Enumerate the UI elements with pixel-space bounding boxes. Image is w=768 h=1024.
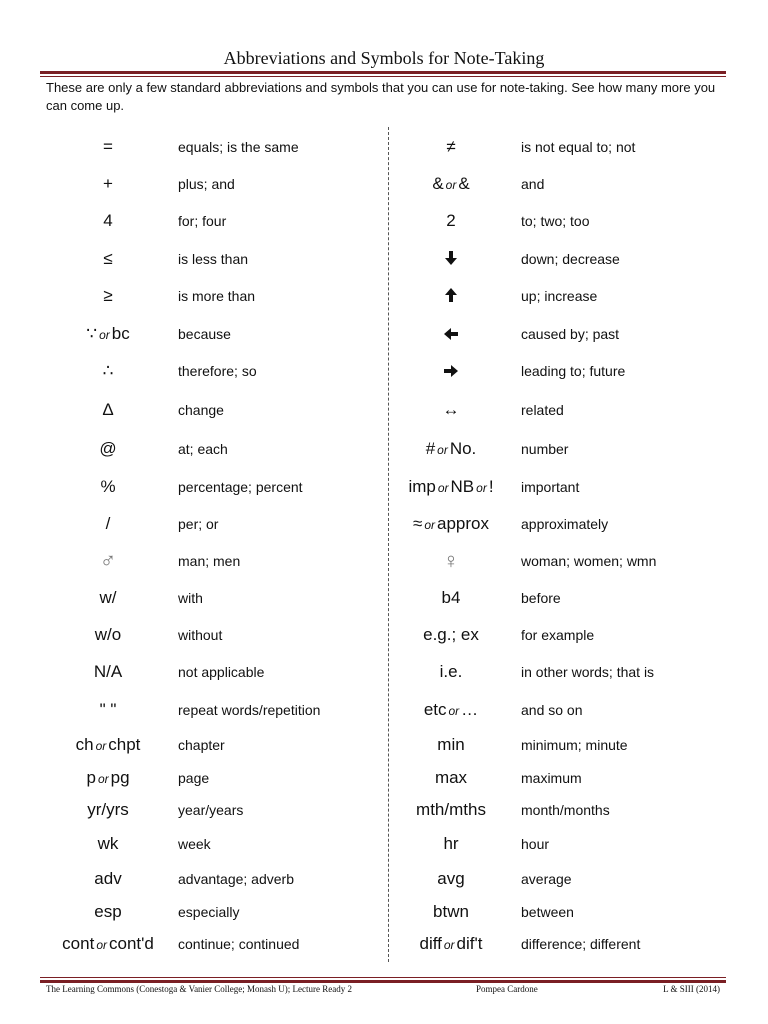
definition-text: percentage; percent [178,479,303,495]
symbol-row [390,355,730,387]
symbol-text: + [103,174,113,193]
or-text: or [448,704,460,718]
definition-text: without [178,627,223,643]
symbol-row [390,318,730,350]
symbol-text: wk [97,834,119,853]
symbol-row [40,243,385,275]
definition-text: number [521,441,569,457]
definition-text: maximum [521,770,582,786]
symbol-cell [40,762,176,794]
symbol-cell [40,828,176,860]
symbol-text: btwn [433,902,469,921]
symbol-cell [40,243,176,275]
page-title: Abbreviations and Symbols for Note-Taking [223,48,545,68]
symbol-cell [390,619,512,651]
symbol-cell [40,394,176,426]
symbol-cell [390,168,512,200]
definition-text: year/years [178,802,244,818]
symbol-text: max [434,768,468,787]
or-text: or [95,739,107,753]
symbol-cell [390,863,512,895]
symbol-row [40,545,385,577]
definition-text: week [178,836,211,852]
symbol-text: ∴ [102,361,114,380]
definition-text: is less than [178,251,249,267]
symbol-text: hr [443,834,459,853]
symbol-cell [40,318,176,350]
symbol-row [390,131,730,163]
symbol-cell [390,794,512,826]
symbol-cell [40,863,176,895]
symbol-row [40,168,385,200]
arrow-left-icon [444,319,458,351]
symbol-text: esp [94,902,122,921]
definition-text: advantage; adverb [178,871,294,887]
symbol-text: ↔ [442,400,460,419]
definition-text: up; increase [521,288,598,304]
symbol-cell [390,433,512,465]
symbol-cell [40,694,176,726]
symbol-row [40,896,385,928]
symbol-row [390,394,730,426]
symbol-text: w/o [94,625,122,644]
symbol-text: w/ [99,588,117,607]
symbol-row [40,433,385,465]
arrow-right-icon [444,356,458,388]
symbol-text: adv [94,869,122,888]
definition-text: therefore; so [178,363,257,379]
symbol-cell [40,131,176,163]
symbol-row [40,131,385,163]
symbol-text: cont [62,934,95,953]
symbol-cell [390,280,512,312]
symbol-cell [390,729,512,761]
symbol-row [40,928,385,960]
definition-text: at; each [178,441,228,457]
definition-text: is more than [178,288,256,304]
symbol-row [390,545,730,577]
symbol-text: & [432,174,444,193]
symbol-text: yr/yrs [87,800,129,819]
title-divider [40,71,726,77]
symbol-row [40,394,385,426]
symbol-alt-text: chpt [108,735,141,754]
symbol-text: 4 [103,211,113,230]
column-divider [388,127,389,962]
symbol-text: mth/mths [416,800,486,819]
symbol-text: ≈ [413,514,423,533]
symbol-row [40,318,385,350]
definition-text: hour [521,836,550,852]
symbol-row [40,762,385,794]
symbol-row [390,928,730,960]
symbol-cell [40,205,176,237]
symbol-row [390,694,730,726]
intro-text: These are only a few standard abbreviations and symbols that you can use for note-taking. See how many more you can come up. [46,80,716,113]
symbol-alt-text: pg [110,768,130,787]
definition-text: and [521,176,545,192]
symbol-cell [390,928,512,960]
symbol-alt-text: bc [111,324,130,343]
symbol-row [390,433,730,465]
footer-course: L & SIII (2014) [663,984,720,994]
symbol-row [40,794,385,826]
symbol-row [390,794,730,826]
symbol-text: b4 [441,588,461,607]
or-text: or [96,938,107,952]
symbol-cell [390,508,512,540]
definition-text: between [521,904,574,920]
or-text: or [424,518,436,532]
definition-text: for example [521,627,595,643]
symbol-text: avg [437,869,465,888]
symbol-text: 2 [446,211,456,230]
or-text: or [97,772,109,786]
symbol-text: = [103,137,113,156]
symbol-cell [40,355,176,387]
definition-text: continue; continued [178,936,300,952]
symbol-row [390,656,730,688]
or-text: or [437,443,448,457]
symbol-alt-text: ! [488,477,494,496]
symbol-cell [40,545,176,577]
symbol-text: ♂ [99,548,117,573]
symbol-alt-text: dif't [456,934,483,953]
symbol-text: @ [99,439,117,458]
symbol-cell [390,656,512,688]
symbol-row [40,863,385,895]
symbol-row [40,619,385,651]
symbol-row [40,205,385,237]
symbol-cell [390,828,512,860]
symbol-text: # [425,439,436,458]
symbol-cell [390,545,512,577]
symbol-cell [390,896,512,928]
symbol-text: i.e. [439,662,463,681]
arrow-down-icon [445,244,457,276]
symbol-text: ≥ [103,286,113,305]
arrow-up-icon [445,281,457,313]
symbol-row [40,355,385,387]
symbol-row [40,729,385,761]
symbol-row [390,762,730,794]
symbol-row [390,896,730,928]
symbol-cell [390,243,512,275]
symbol-row [390,508,730,540]
symbol-cell [390,318,512,350]
or-text: or [445,178,457,192]
symbol-text: imp [408,477,436,496]
symbol-row [40,582,385,614]
symbol-row [40,508,385,540]
symbol-row [390,280,730,312]
definition-text: caused by; past [521,326,620,342]
symbol-cell [390,394,512,426]
symbol-cell [390,131,512,163]
definition-text: because [178,326,231,342]
symbol-row [390,729,730,761]
symbol-text: min [437,735,465,754]
symbol-row [390,582,730,614]
symbol-cell [40,896,176,928]
symbol-cell [40,794,176,826]
footer [46,984,726,998]
definition-text: in other words; that is [521,664,655,680]
symbol-cell [40,582,176,614]
definition-text: for; four [178,213,227,229]
symbol-text: Δ [102,400,114,419]
symbol-alt-text: approx [437,514,489,533]
or-text: or [437,481,449,495]
symbol-row [390,619,730,651]
definition-text: page [178,770,210,786]
symbol-text: diff [419,934,442,953]
symbol-row [40,694,385,726]
definition-text: per; or [178,516,219,532]
definition-text: change [178,402,224,418]
symbol-alt-text: NB [450,477,475,496]
symbol-row [40,828,385,860]
definition-text: plus; and [178,176,235,192]
symbol-cell [40,928,176,960]
definition-text: minimum; minute [521,737,628,753]
symbol-text: / [105,514,111,533]
symbol-text: ch [75,735,94,754]
definition-text: approximately [521,516,609,532]
symbol-cell [390,762,512,794]
definition-text: is not equal to; not [521,139,636,155]
symbol-text: ≤ [103,249,113,268]
symbol-row [390,828,730,860]
definition-text: down; decrease [521,251,620,267]
definition-text: leading to; future [521,363,626,379]
symbol-row [390,168,730,200]
symbol-cell [40,729,176,761]
definition-text: not applicable [178,664,265,680]
symbol-row [40,471,385,503]
symbol-row [390,471,730,503]
or-text: or [476,481,487,495]
symbol-cell [390,694,512,726]
definition-text: man; men [178,553,241,569]
symbol-cell [390,355,512,387]
symbol-cell [40,433,176,465]
or-text: or [443,938,455,952]
symbol-alt-text: No. [449,439,477,458]
symbol-alt-text: … [461,700,479,719]
definition-text: difference; different [521,936,641,952]
symbol-row [390,205,730,237]
symbol-text: ♀ [442,548,460,573]
symbol-text: " " [99,700,117,719]
symbol-cell [40,656,176,688]
or-text: or [99,328,110,342]
symbol-alt-text: cont'd [108,934,154,953]
footer-divider [40,977,726,983]
symbol-alt-text: & [458,174,470,193]
symbol-cell [390,205,512,237]
definition-text: woman; women; wmn [521,553,657,569]
symbol-cell [390,582,512,614]
definition-text: to; two; too [521,213,590,229]
symbol-cell [40,168,176,200]
symbol-row [390,243,730,275]
footer-source: The Learning Commons (Conestoga & Vanier College; Monash U); Lecture Ready 2 [46,984,353,994]
symbol-cell [40,619,176,651]
definition-text: related [521,402,564,418]
symbol-text: N/A [93,662,123,681]
definition-text: with [178,590,203,606]
definition-text: important [521,479,580,495]
symbol-text: e.g.; ex [423,625,479,644]
symbol-cell [40,508,176,540]
symbol-cell [40,471,176,503]
symbol-row [40,280,385,312]
definition-text: repeat words/repetition [178,702,321,718]
symbol-row [390,863,730,895]
symbol-text: ∵ [86,324,98,343]
symbol-text: % [100,477,116,496]
definition-text: chapter [178,737,225,753]
symbol-text: p [86,768,96,787]
symbol-cell [390,471,512,503]
symbol-text: ≠ [446,137,456,156]
definition-text: month/months [521,802,610,818]
definition-text: especially [178,904,240,920]
footer-author: Pompea Cardone [476,984,538,994]
definition-text: and so on [521,702,583,718]
symbol-row [40,656,385,688]
definition-text: before [521,590,561,606]
definition-text: equals; is the same [178,139,299,155]
symbol-cell [40,280,176,312]
definition-text: average [521,871,572,887]
symbol-text: etc [423,700,447,719]
